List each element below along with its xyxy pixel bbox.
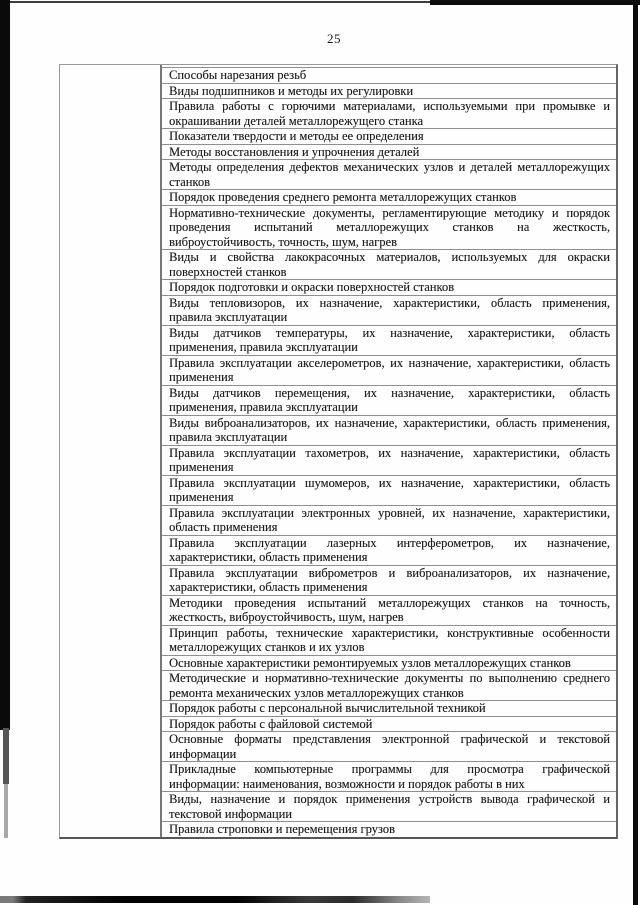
row-line: информации: наименования, возможности и порядок работы в них [169,776,525,791]
table-row [162,98,616,128]
table-row [162,159,616,189]
table-row [162,505,616,535]
table-row [162,445,616,475]
scan-artifact-right-bar [633,4,638,905]
row-line: Методические и нормативно-технические документы по выполнению среднего [169,671,610,685]
table-row [162,249,616,279]
row-line: правила эксплуатации [169,430,288,444]
row-line: Виды виброанализаторов, их назначение, характеристики, область применения, [169,415,610,430]
row-line: жесткость, виброустойчивость, шум, нагрев [169,610,404,624]
table-row [162,83,616,99]
table-row [162,821,616,837]
table-row [162,731,616,761]
table-row [162,670,616,700]
table-row [162,355,616,385]
row-line: применения, правила эксплуатации [169,340,358,354]
table-row [162,716,616,732]
row-line: Правила работы с горючими материалами, используемыми при промывке и [169,99,610,113]
table-row [162,128,616,144]
row-line: металлорежущих станков и их узлов [169,640,365,654]
row-line: применения [169,460,234,474]
row-line: ремонта механических узлов металлорежущих станков [169,685,464,700]
table-row [162,205,616,250]
row-line: Показатели твердости и методы ее определения [169,129,424,143]
scan-artifact-bottom-bar [0,896,430,903]
row-line: виброустойчивость, точность, шум, нагрев [169,234,397,249]
row-line: Принцип работы, технические характеристики, конструктивные особенности [169,625,610,640]
row-line: область применения [169,520,278,534]
table-row [162,279,616,295]
table-row [162,595,616,625]
row-line: поверхностей станков [169,264,287,279]
table-row [162,189,616,205]
row-line: Правила эксплуатации виброметров и виброанализаторов, их назначение, [169,565,610,580]
row-line: характеристики, область применения [169,580,368,594]
row-line: Виды тепловизоров, их назначение, характеристики, область применения, [169,295,610,310]
scan-artifact-left-bar-fade [3,728,9,784]
table-row [162,791,616,821]
table-row [162,144,616,160]
knowledge-requirements-table [59,64,618,839]
row-line: Правила эксплуатации тахометров, их назначение, характеристики, область [169,445,610,460]
table-left-column-empty [60,65,162,837]
row-line: Порядок подготовки и окраски поверхностей станков [169,280,455,294]
row-line: Прикладные компьютерные программы для просмотра графической [169,762,610,776]
row-line: Правила эксплуатации шумомеров, их назначение, характеристики, область [169,475,610,490]
row-line: Порядок проведения среднего ремонта металлорежущих станков [169,190,517,204]
row-line: текстовой информации [169,806,292,821]
table-row [162,565,616,595]
row-line: Методики проведения испытаний металлорежущих станков на точность, [169,595,610,610]
row-line: правила эксплуатации [169,310,288,324]
table-body [162,65,616,837]
row-line: Правила эксплуатации лазерных интерферометров, их назначение, [169,535,610,550]
row-line: Порядок работы с файловой системой [169,716,373,731]
row-line: проведения испытаний металлорежущих станков на жесткость, [169,220,610,234]
row-line: Виды, назначение и порядок применения устройств вывода графической и [169,792,610,806]
row-line: Виды подшипников и методы их регулировки [169,83,414,98]
row-line: Виды датчиков температуры, их назначение, характеристики, область [169,325,610,340]
row-line: Правила эксплуатации электронных уровней, их назначение, характеристики, [169,505,610,520]
row-line: Виды и свойства лакокрасочных материалов, используемых для окраски [169,250,610,264]
table-row [162,325,616,355]
row-line: Виды датчиков перемещения, их назначение, характеристики, область [169,385,610,400]
row-line: станков [169,174,210,189]
table-row [162,475,616,505]
row-line: характеристики, область применения [169,550,368,564]
page-number: 25 [327,31,341,46]
row-line: применения [169,370,234,384]
table-row [162,67,616,83]
row-line: Нормативно-технические документы, регламентирующие методику и порядок [169,205,610,220]
row-line: окрашивании деталей металлорежущего станка [169,113,424,128]
row-line: Правила эксплуатации акселерометров, их назначение, характеристики, область [169,355,610,370]
table-row [162,385,616,415]
table-row [162,761,616,791]
table-row [162,535,616,565]
table-row [162,415,616,445]
row-line: Способы нарезания резьб [169,68,307,82]
row-line: Правила строповки и перемещения грузов [169,822,395,836]
table-row [162,700,616,716]
table-row [162,295,616,325]
scan-artifact-left-bar-tail [4,784,8,838]
table-row [162,625,616,655]
scan-artifact-left-bar [0,0,10,730]
scan-artifact-top-line-right [430,0,640,5]
row-line: Методы восстановления и упрочнения деталей [169,144,420,159]
row-line: применения [169,490,234,504]
table-row [162,655,616,671]
row-line: Методы определения дефектов механических узлов и деталей металлорежущих [169,160,610,174]
row-line: Основные форматы представления электронной графической и текстовой [169,732,610,746]
row-line: Порядок работы с персональной вычислительной техникой [169,701,486,715]
row-line: информации [169,746,237,761]
row-line: Основные характеристики ремонтируемых узлов металлорежущих станков [169,655,571,670]
row-line: применения, правила эксплуатации [169,400,358,414]
